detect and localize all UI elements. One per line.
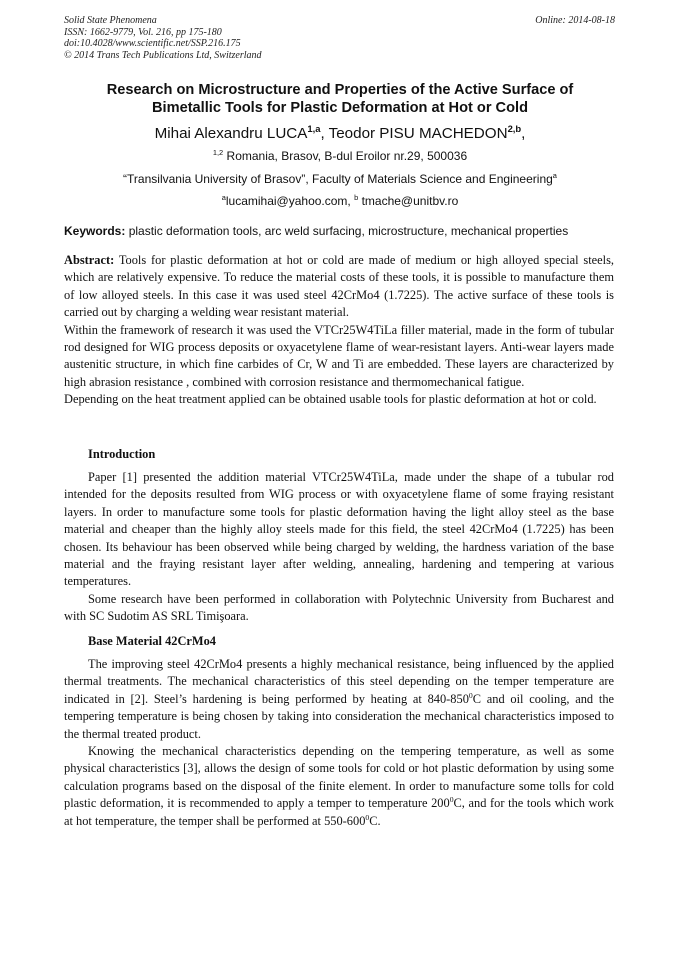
introduction-paragraph-2: Some research have been performed in collaboration with Polytechnic University from Bucharest and with SC Sudotim AS SRL Timişoara. (64, 591, 614, 624)
bm-p2-c: C. (369, 813, 381, 828)
author-trailing: , (521, 125, 526, 142)
journal-issn: ISSN: 1662-9779, Vol. 216, pp 175-180 (64, 26, 222, 38)
address-marker: 1,2 (212, 148, 224, 157)
abstract-paragraph-1 (64, 252, 614, 322)
online-date: Online: 2014-08-18 (535, 15, 615, 26)
abstract (64, 252, 614, 409)
author-1-marker: 1,a (307, 122, 321, 134)
email-b-marker: b (354, 193, 359, 202)
bm-p1-a: The improving steel 42CrMo4 presents a highly mechanical resistance, being influenced by the applied thermal treatments. The mechanical characteristics of this steel depending on the temper temperature are indicated in [2]. Steel’s hardening is being performed by heating at 840-850 (64, 657, 614, 706)
journal-name: Solid State Phenomena (64, 15, 157, 26)
bm-p2-a: Knowing the mechanical characteristics depending on the tempering temperature, as well as some physical characteristics [3], allows the design of some tools for cold or hot plastic deformation by using some calculation programs based on the disposal of the finite element. In order to manufacture some tolls for cold plastic deformation, it is recommended to apply a temper to temperature 200 (64, 744, 614, 811)
bm-p2-degree-2: 0 (365, 812, 370, 822)
base-material-body (64, 656, 614, 830)
base-material-paragraph-2 (64, 743, 614, 830)
keywords (64, 224, 624, 238)
journal-header (64, 15, 262, 61)
email-a-marker: a (221, 193, 226, 202)
title-line-1: Research on Microstructure and Properties of the Active Surface of (106, 82, 574, 98)
introduction-heading: Introduction (88, 447, 156, 461)
bm-p1-b: C and oil cooling, and the tempering temperature is being chosen by taking into consideration the mechanical characteristics imposed to the thermal treated product. (64, 691, 615, 741)
affiliation-address (40, 149, 640, 163)
base-material-heading: Base Material 42CrMo4 (88, 634, 216, 648)
email-b: tmache@unitbv.ro (358, 194, 459, 208)
university-text: “Transilvania University of Brasov”, Faculty of Materials Science and Engineering (123, 172, 553, 186)
author-separator: , (320, 125, 329, 142)
keywords-label: Keywords: (64, 224, 126, 238)
author-list (40, 124, 640, 143)
paper-title (50, 82, 630, 117)
abstract-paragraph-2: Within the framework of research it was used the VTCr25W4TiLa filler material, made in the form of tubular rod designed for WIG process deposits or oxyacetylene flame of wear-resistant layers. Anti-wear layers made austenitic structure, in which fine carbides of Cr, W and Ti are embedded. These layers are characterized by high abrasion resistance , combined with corrosion resistance and thermomechanical fatigue. (64, 322, 614, 389)
title-line-2: Bimetallic Tools for Plastic Deformation at Hot or Cold (152, 99, 528, 116)
author-2: Teodor PISU MACHEDON (328, 125, 508, 142)
email-a: lucamihai@yahoo.com, (225, 194, 355, 208)
affiliation-university (40, 172, 640, 186)
author-1: Mihai Alexandru LUCA (154, 125, 308, 142)
base-material-paragraph-1 (64, 656, 614, 743)
bm-p2-b: C, and for the tools which work at hot temperature, the temper shall be performed at 550-600 (64, 796, 614, 828)
keywords-text: plastic deformation tools, arc weld surfacing, microstructure, mechanical properties (125, 224, 569, 238)
journal-doi: doi:10.4028/www.scientific.net/SSP.216.175 (64, 38, 241, 50)
journal-copyright: © 2014 Trans Tech Publications Ltd, Switzerland (64, 49, 262, 61)
introduction-body (64, 469, 614, 626)
address-text: Romania, Brasov, B-dul Eroilor nr.29, 500036 (223, 149, 468, 163)
abstract-paragraph-3: Depending on the heat treatment applied can be obtained usable tools for plastic deformation at hot or cold. (64, 392, 597, 407)
abstract-label: Abstract: (64, 253, 115, 267)
affiliation-emails (40, 194, 640, 208)
author-2-marker: 2,b (507, 122, 522, 134)
university-marker: a (552, 171, 557, 180)
bm-p1-degree: 0 (468, 690, 473, 700)
bm-p2-degree-1: 0 (449, 795, 454, 805)
abstract-p1-text: Tools for plastic deformation at hot or cold are made of medium or high alloyed special steels, which are relatively expensive. To reduce the material costs of these tools, it is possible to manufacture them of low alloyed steels. In this case it was used steel 42CrMo4 (1.7225). The active surface of these tools is carried out by charging a welding wear resistant material. (64, 253, 614, 320)
introduction-paragraph-1: Paper [1] presented the addition material VTCr25W4TiLa, made under the shape of a tubular rod intended for the deposits resulted from WIG process or with oxyacetylene flame of some fraying resistant layers. In order to manufacture some tools for plastic deformation having the light alloy steel as the base material and cheaper than the highly alloy steels made for this field, the steel 42CrMo4 (1.7225) has been chosen. Its behaviour has been observed while being charged by welding, the hardness variation of the base material and the fraying resistant layer after welding, annealing, hardening and tempering at various temperatures. (64, 470, 614, 589)
